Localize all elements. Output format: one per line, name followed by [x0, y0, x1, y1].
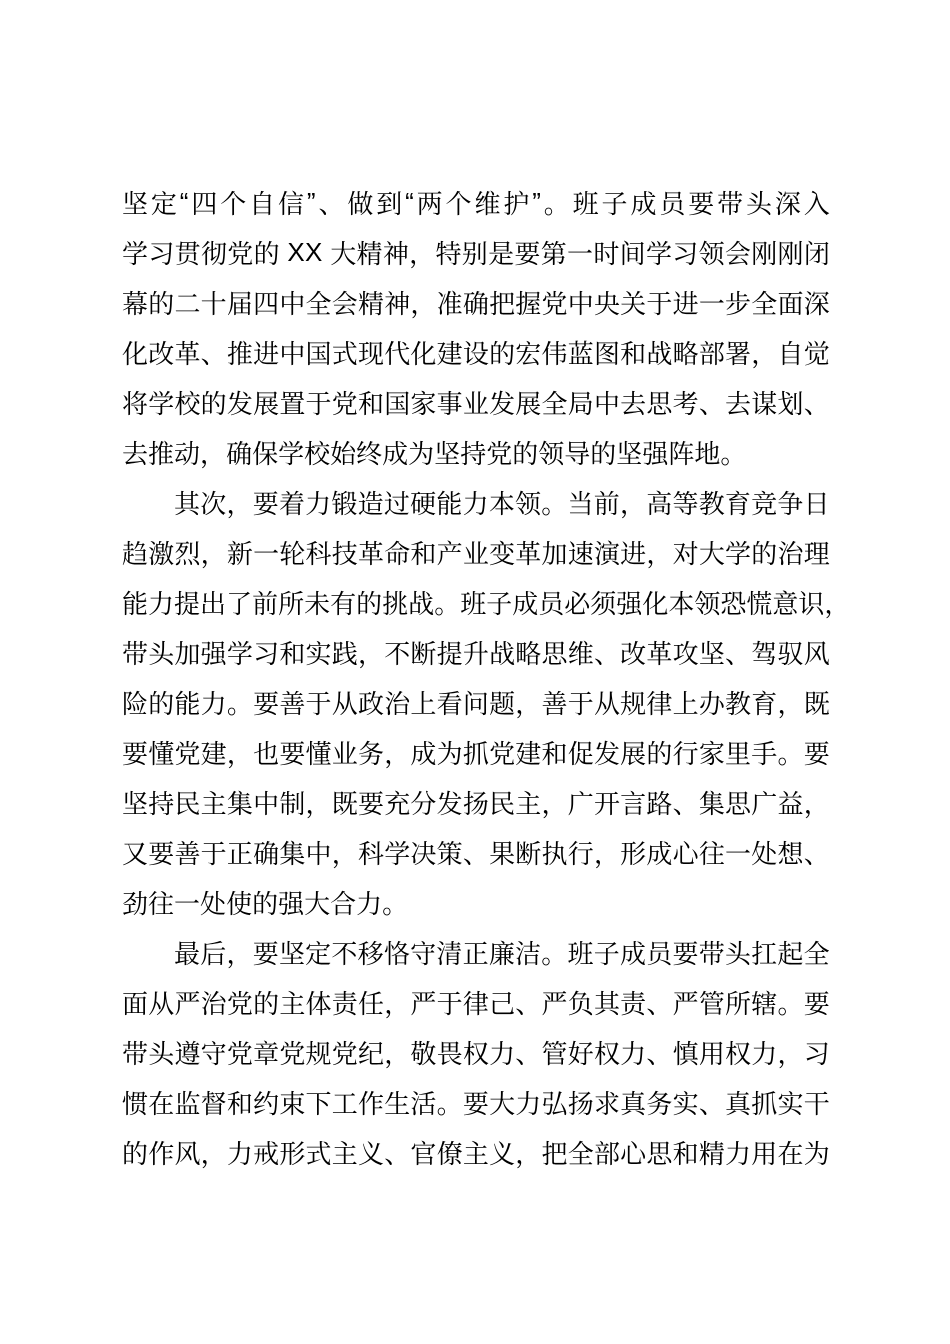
text-line: 趋 激 烈 ， 新 一 轮 科 技 革 命 和 产 业 变 革 加 速 演 进 ， 对 大 学 的 治 理	[122, 538, 830, 569]
text-line: 坚 定 “ 四 个 自 信 ” 、 做 到 “ 两 个 维 护 ” 。 班 子 成 员 要 带 头 深 入	[122, 186, 830, 219]
text-line: 面 从 严 治 党 的 主 体 责 任 ， 严 于 律 己 、 严 负 其 责 、 严 管 所 辖 。 要	[122, 988, 830, 1019]
text-line: 去 推 动 ， 确 保 学 校 始 终 成 为 坚 持 党 的 领 导 的 坚 强 阵 地 。	[122, 438, 747, 469]
text-line: 又 要 善 于 正 确 集 中 ， 科 学 决 策 、 果 断 执 行 ， 形 成 心 往 一 处 想 、	[122, 838, 830, 869]
text-line: 险 的 能 力 。 要 善 于 从 政 治 上 看 问 题 ， 善 于 从 规 律 上 办 教 育 ， 既	[122, 688, 830, 719]
text-line: 最 后 ， 要 坚 定 不 移 恪 守 清 正 廉 洁 。 班 子 成 员 要 带 头 扛 起 全	[174, 938, 830, 969]
text-line: 能 力 提 出 了 前 所 未 有 的 挑 战 。 班 子 成 员 必 须 强 化 本 领 恐 慌 意 识 ，	[122, 588, 851, 619]
text-line: 幕 的 二 十 届 四 中 全 会 精 神 ， 准 确 把 握 党 中 央 关 于 进 一 步 全 面 深	[122, 288, 830, 319]
text-line: 化 改 革 、 推 进 中 国 式 现 代 化 建 设 的 宏 伟 蓝 图 和 战 略 部 署 ， 自 觉	[122, 338, 830, 369]
text-line: 将 学 校 的 发 展 置 于 党 和 国 家 事 业 发 展 全 局 中 去 思 考 、 去 谋 划 、	[122, 388, 830, 419]
text-line: 带 头 遵 守 党 章 党 规 党 纪 ， 敬 畏 权 力 、 管 好 权 力 、 慎 用 权 力 ， 习	[122, 1038, 830, 1069]
text-line: 劲 往 一 处 使 的 强 大 合 力 。	[122, 888, 409, 919]
text-line: 其 次 ， 要 着 力 锻 造 过 硬 能 力 本 领 。 当 前 ， 高 等 教 育 竞 争 日	[174, 488, 830, 519]
text-line: 的 作 风 ， 力 戒 形 式 主 义 、 官 僚 主 义 ， 把 全 部 心 思 和 精 力 用 在 为	[122, 1138, 830, 1169]
text-line: 学 习 贯 彻 党 的 X X 大 精 神 ， 特 别 是 要 第 一 时 间 学 习 领 会 刚 刚 闭	[122, 236, 830, 269]
text-line: 要 懂 党 建 ， 也 要 懂 业 务 ， 成 为 抓 党 建 和 促 发 展 的 行 家 里 手 。 要	[122, 738, 830, 769]
text-line: 带 头 加 强 学 习 和 实 践 ， 不 断 提 升 战 略 思 维 、 改 革 攻 坚 、 驾 驭 风	[122, 638, 830, 669]
document-body	[122, 177, 851, 1177]
text-line: 坚 持 民 主 集 中 制 ， 既 要 充 分 发 扬 民 主 ， 广 开 言 路 、 集 思 广 益 ，	[122, 788, 830, 819]
text-line: 惯 在 监 督 和 约 束 下 工 作 生 活 。 要 大 力 弘 扬 求 真 务 实 、 真 抓 实 干	[122, 1088, 830, 1119]
